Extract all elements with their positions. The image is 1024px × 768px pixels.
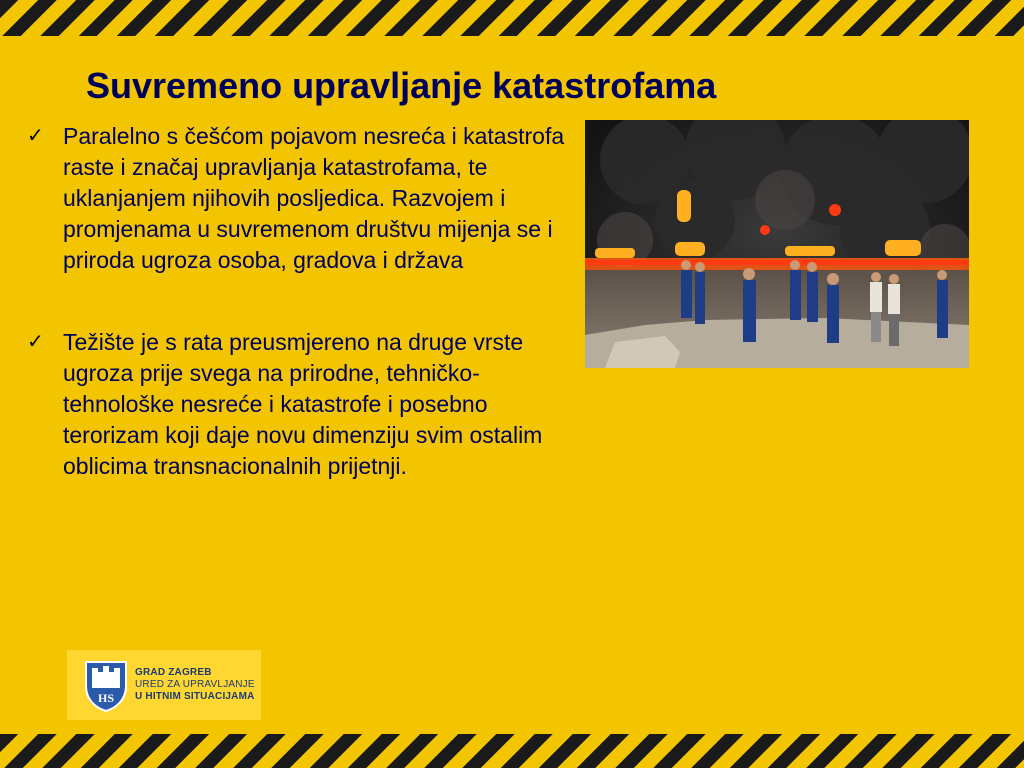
logo-line-1: GRAD ZAGREB (135, 667, 212, 678)
bullet-text: Težište je s rata preusmjereno na druge vrste ugroza prije svega na prirodne, tehničko-tehnološke nesreće i katastrofe i posebno terorizam koji daje novu dimenziju svim ostalim oblicima transnacionalnih prijetnji. (63, 329, 543, 479)
logo-line-3: U HITNIM SITUACIJAMA (135, 691, 255, 702)
disaster-photo (585, 120, 969, 368)
checkmark-icon: ✓ (27, 125, 44, 147)
bullet-item (22, 327, 577, 482)
hazard-stripe-top (0, 0, 1024, 36)
svg-text:HS: HS (97, 691, 115, 705)
zagreb-shield-icon (84, 658, 128, 712)
bullet-list (22, 121, 577, 482)
slide-title: Suvremeno upravljanje katastrofama (86, 65, 717, 106)
bullet-text: Paralelno s češćom pojavom nesreća i katastrofa raste i značaj upravljanja katastrofama, te uklanjanjem njihovih posljedica. Razvojem i promjenama u suvremenom društvu mijenja se i priroda ugroza osoba, gradova i država (63, 123, 565, 273)
logo-text (135, 667, 255, 703)
checkmark-icon: ✓ (27, 331, 44, 353)
hazard-stripe-bottom (0, 734, 1024, 768)
organization-logo (67, 650, 261, 720)
bullet-item (22, 121, 577, 276)
logo-line-2: URED ZA UPRAVLJANJE (135, 679, 255, 690)
